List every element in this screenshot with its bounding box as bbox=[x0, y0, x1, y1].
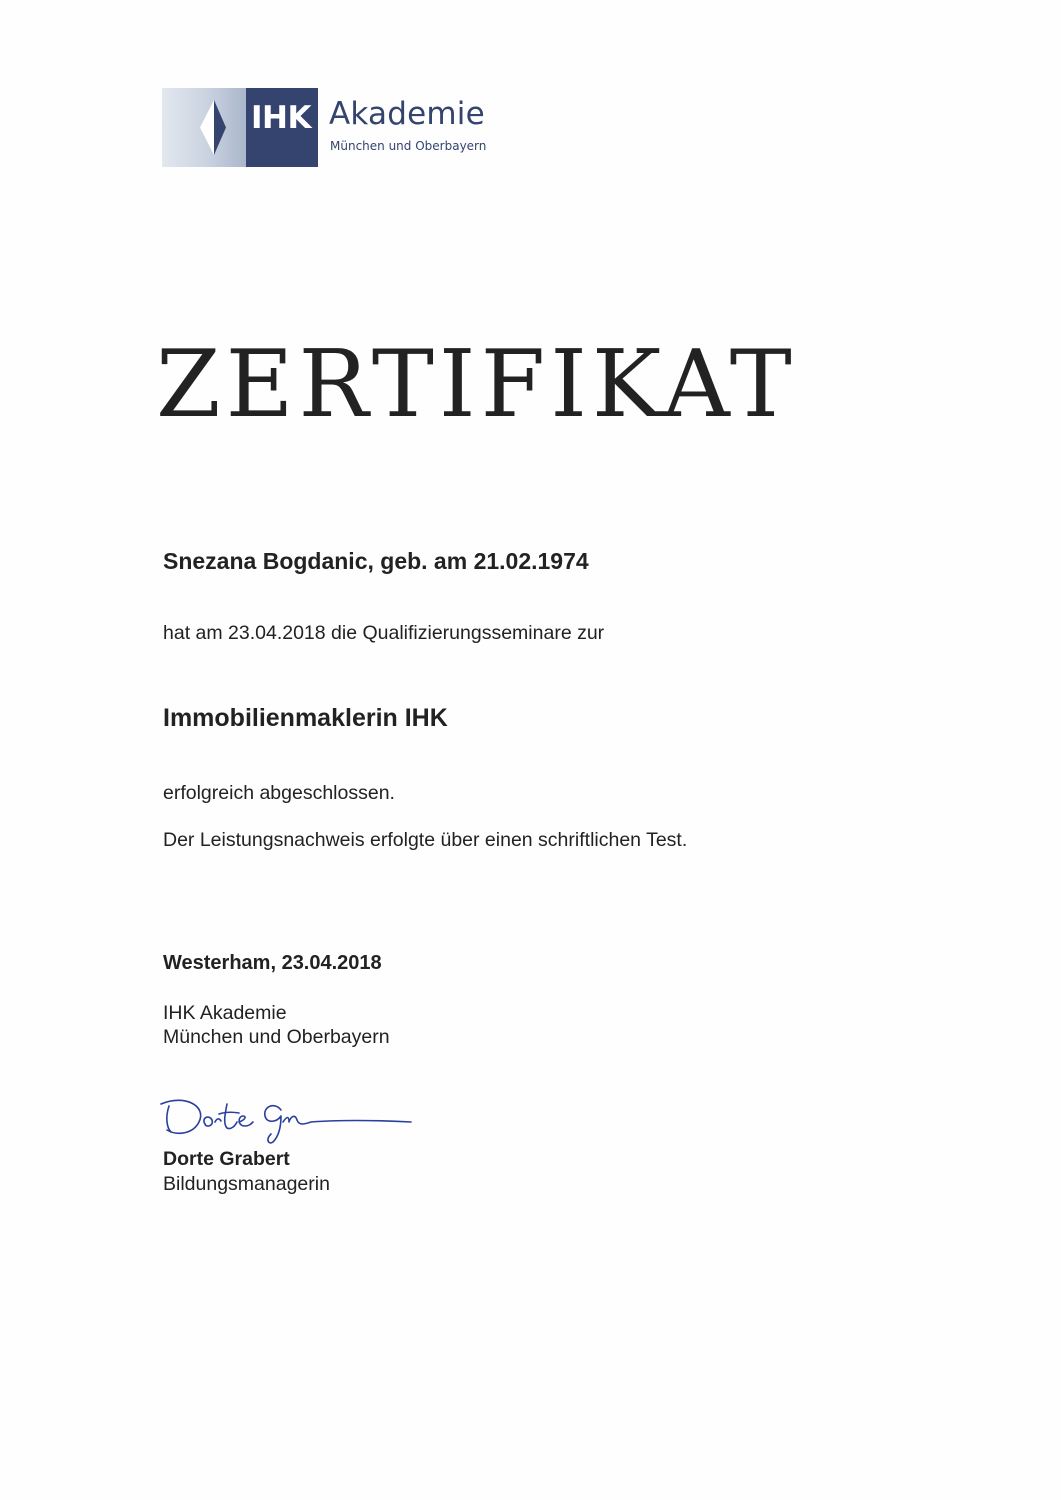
proof-text: Der Leistungsnachweis erfolgte über einen schriftlichen Test. bbox=[163, 829, 688, 851]
signer-name: Dorte Grabert bbox=[163, 1148, 290, 1170]
completion-text: erfolgreich abgeschlossen. bbox=[163, 782, 395, 804]
place-date: Westerham, 23.04.2018 bbox=[163, 952, 382, 974]
logo-subtitle: München und Oberbayern bbox=[330, 139, 487, 153]
recipient-line: Snezana Bogdanic, geb. am 21.02.1974 bbox=[163, 548, 589, 574]
course-title: Immobilienmaklerin IHK bbox=[163, 704, 448, 732]
signer-role: Bildungsmanagerin bbox=[163, 1173, 330, 1195]
logo-title: Akademie bbox=[329, 96, 485, 132]
logo-ihk-text: IHK bbox=[250, 100, 311, 136]
issuer-org-line2: München und Oberbayern bbox=[163, 1026, 390, 1048]
certificate-heading: ZERTIFIKAT bbox=[156, 330, 797, 438]
issuer-org-line1: IHK Akademie bbox=[163, 1002, 287, 1024]
ihk-akademie-logo bbox=[162, 88, 502, 167]
intro-text: hat am 23.04.2018 die Qualifizierungsseminare zur bbox=[163, 622, 605, 644]
handwritten-signature bbox=[155, 1088, 415, 1148]
